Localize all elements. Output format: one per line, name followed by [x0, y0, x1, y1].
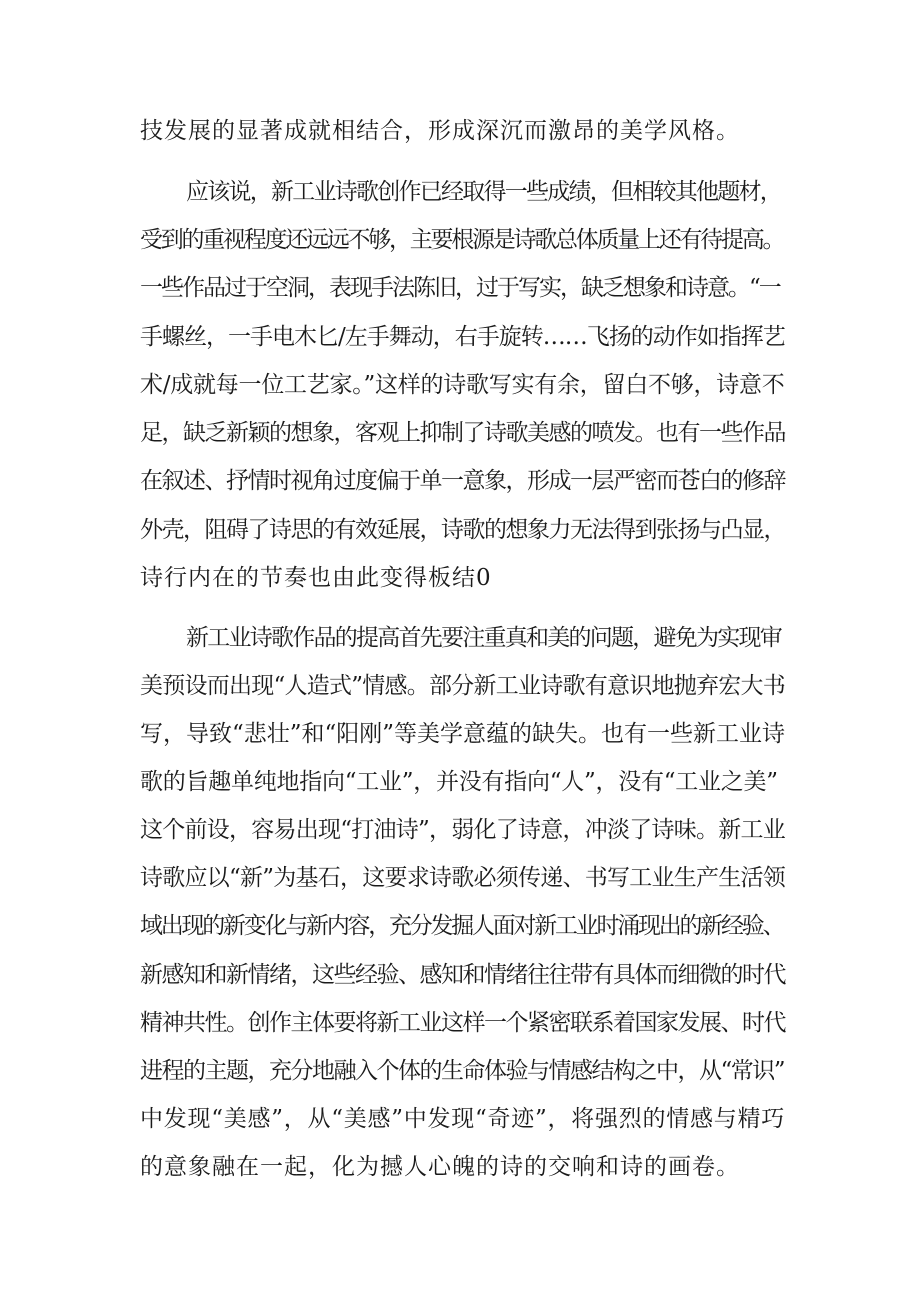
text-line: 足，缺乏新颖的想象，客观上抑制了诗歌美感的喷发。也有一些作品 [140, 420, 785, 446]
text-line: 技发展的显著成就相结合，形成深沉而激昂的美学风格。 [140, 118, 740, 144]
text-line: 受到的重视程度还远远不够，主要根源是诗歌总体质量上还有待提高。 [140, 227, 784, 253]
text-line: 在叙述、抒情时视角过度偏于单一意象，形成一层严密而苍白的修辞 [140, 468, 785, 494]
text-line: 诗行内在的节奏也由此变得板结0 [140, 565, 492, 591]
text-line: 写，导致“悲壮”和“阳刚”等美学意蕴的缺失。也有一些新工业诗 [140, 721, 786, 747]
text-line: 手螺丝，一手电木匕/左手舞动，右手旋转……飞扬的动作如指挥艺 [140, 324, 785, 350]
paragraph-start-line: 新工业诗歌作品的提高首先要注重真和美的问题，避免为实现审 [186, 625, 781, 651]
text-line: 术/成就每一位工艺家。”这样的诗歌写实有余，留白不够，诗意不 [140, 372, 785, 398]
text-line: 这个前设，容易出现“打油诗”，弱化了诗意，冲淡了诗味。新工业 [140, 817, 786, 843]
text-line: 进程的主题，充分地融入个体的生命体验与情感结构之中，从“常识” [140, 1058, 785, 1084]
text-line: 诗歌应以“新”为基石，这要求诗歌必须传递、书写工业生产生活领 [140, 865, 786, 891]
text-line: 歌的旨趣单纯地指向“工业”，并没有指向“人”，没有“工业之美” [140, 769, 778, 795]
text-line: 精神共性。创作主体要将新工业这样一个紧密联系着国家发展、时代 [140, 1010, 785, 1036]
text-line: 外壳，阻碍了诗思的有效延展，诗歌的想象力无法得到张扬与凸显， [140, 517, 785, 543]
text-line: 美预设而出现“人造式”情感。部分新工业诗歌有意识地抛弃宏大书 [140, 673, 786, 699]
text-line: 中发现“美感”，从“美感”中发现“奇迹”，将强烈的情感与精巧 [140, 1106, 786, 1132]
text-line: 的意象融在一起，化为撼人心魄的诗的交响和诗的画卷。 [140, 1154, 740, 1180]
text-line: 域出现的新变化与新内容，充分发掘人面对新工业时涌现出的新经验、 [140, 913, 784, 939]
text-line: 新感知和新情绪，这些经验、感知和情绪往往带有具体而细微的时代 [140, 962, 785, 988]
text-line: 一些作品过于空洞，表现手法陈旧，过于写实，缺乏想象和诗意。“一 [140, 275, 780, 301]
paragraph-start-line: 应该说，新工业诗歌创作已经取得一些成绩，但相较其他题材， [186, 179, 781, 205]
